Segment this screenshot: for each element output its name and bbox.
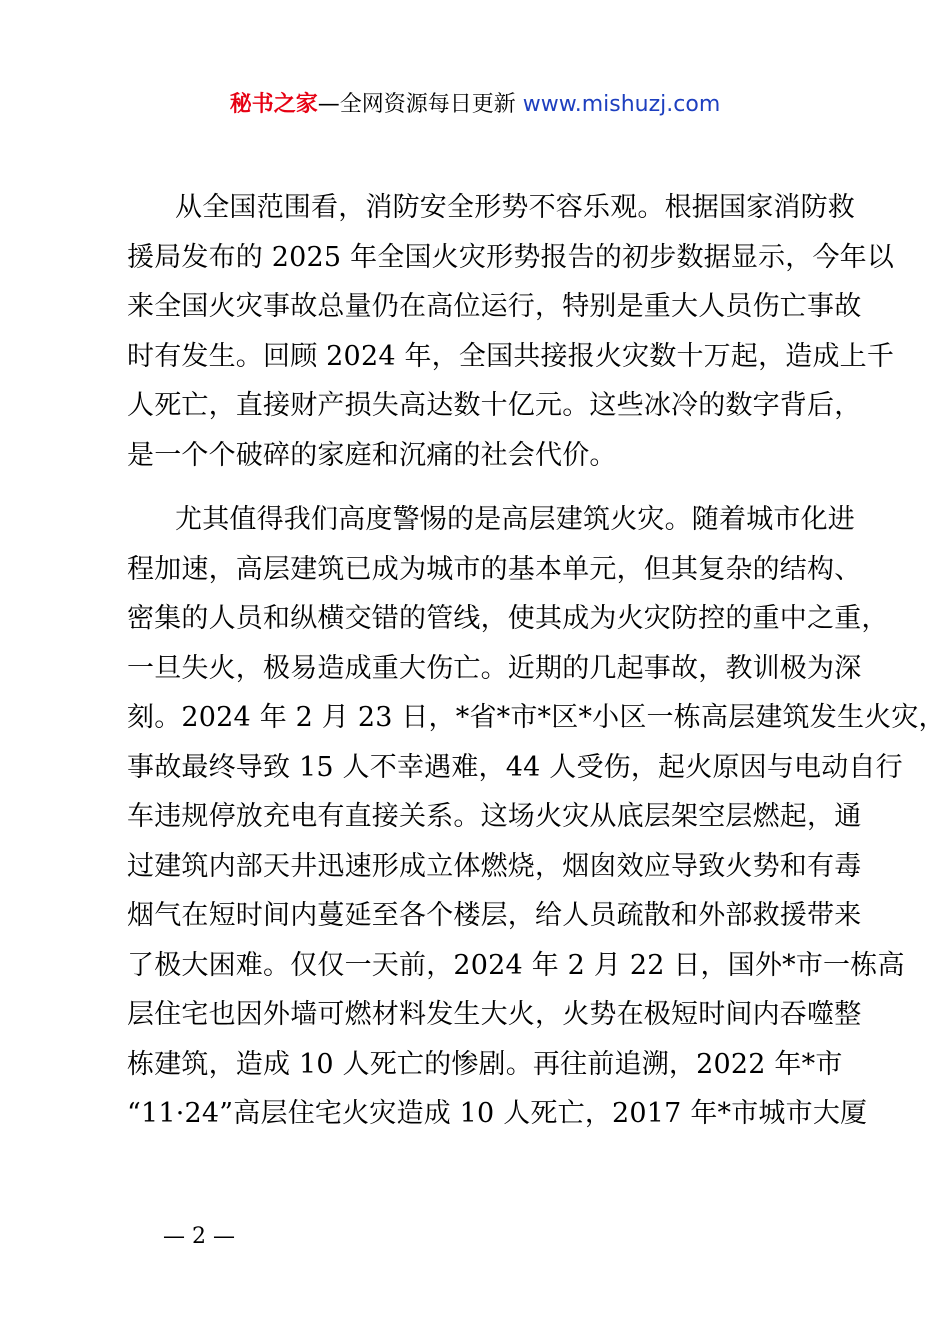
site-header (0, 88, 950, 122)
site-url-link[interactable]: www.mishuzj.com (522, 92, 721, 117)
paragraph-line: 从全国范围看，消防安全形势不容乐观。根据国家消防救 (175, 192, 855, 223)
site-tagline: —全网资源每日更新 (317, 92, 523, 117)
paragraph-line: 密集的人员和纵横交错的管线，使其成为火灾防控的重中之重， (127, 603, 889, 634)
paragraph-line: 时有发生。回顾 2024 年，全国共接报火灾数十万起，造成上千 (127, 340, 895, 372)
paragraph-line: 来全国火灾事故总量仍在高位运行，特别是重大人员伤亡事故 (127, 291, 862, 322)
paragraph-line: 层住宅也因外墙可燃材料发生大火，火势在极短时间内吞噬整 (127, 999, 862, 1030)
paragraph-national-situation (127, 183, 895, 480)
paragraph-high-rise-fires (127, 495, 946, 1139)
paragraph-line: 援局发布的 2025 年全国火灾形势报告的初步数据显示，今年以 (127, 241, 895, 273)
paragraph-line: 程加速，高层建筑已成为城市的基本单元，但其复杂的结构、 (127, 553, 862, 585)
paragraph-line: 车违规停放充电有直接关系。这场火灾从底层架空层燃起，通 (127, 801, 862, 832)
paragraph-line: 尤其值得我们高度警惕的是高层建筑火灾。随着城市化进 (175, 504, 855, 535)
document-body (127, 183, 946, 1154)
paragraph-line: 栋建筑，造成 10 人死亡的惨剧。再往前追溯，2022 年*市 (127, 1048, 843, 1080)
paragraph-line: 事故最终导致 15 人不幸遇难，44 人受伤，起火原因与电动自行 (127, 751, 903, 783)
paragraph-line: 是一个个破碎的家庭和沉痛的社会代价。 (127, 439, 617, 471)
paragraph-line: “11·24”高层住宅火灾造成 10 人死亡，2017 年*市城市大厦 (127, 1098, 868, 1129)
site-brand: 秘书之家 (229, 92, 318, 117)
paragraph-line: 过建筑内部天井迅速形成立体燃烧，烟囱效应导致火势和有毒 (127, 850, 862, 882)
page-number: — 2 — (163, 1224, 235, 1249)
paragraph-line: 烟气在短时间内蔓延至各个楼层，给人员疏散和外部救援带来 (127, 900, 862, 931)
paragraph-line: 刻。2024 年 2 月 23 日，*省*市*区*小区一栋高层建筑发生火灾， (127, 702, 946, 733)
paragraph-line: 了极大困难。仅仅一天前，2024 年 2 月 22 日，国外*市一栋高 (127, 949, 905, 981)
paragraph-line: 一旦失火，极易造成重大伤亡。近期的几起事故，教训极为深 (127, 652, 862, 684)
paragraph-line: 人死亡，直接财产损失高达数十亿元。这些冰冷的数字背后， (127, 390, 862, 421)
